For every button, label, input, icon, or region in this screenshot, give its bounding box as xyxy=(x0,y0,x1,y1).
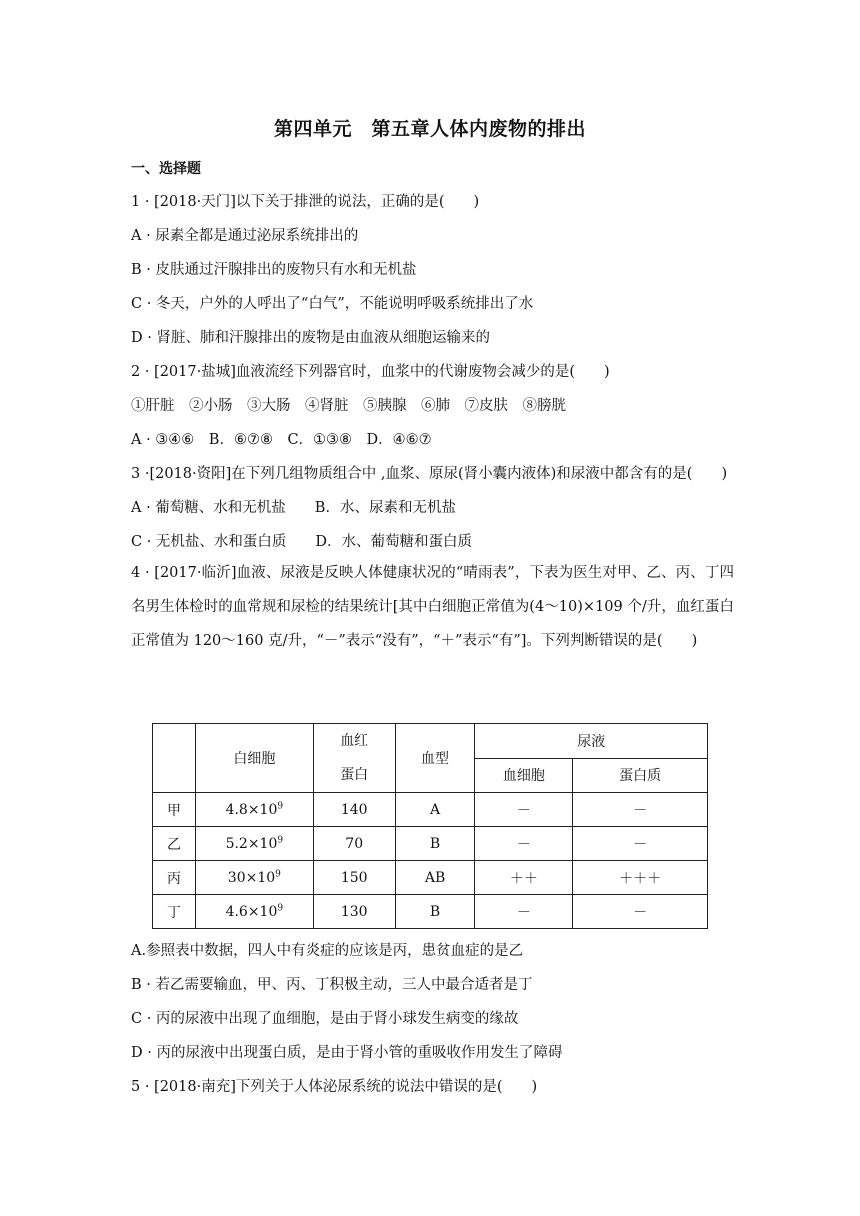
header-hemoglobin xyxy=(313,724,395,793)
exam-results-table xyxy=(152,723,708,929)
header-wbc: 白细胞 xyxy=(195,724,313,793)
question-1-option-c: C · 冬天，户外的人呼出了“白气”，不能说明呼吸系统排出了水 xyxy=(131,296,534,312)
section-heading: 一、选择题 xyxy=(131,161,201,177)
question-4-option-d: D · 丙的尿液中出现蛋白质，是由于肾小管的重吸收作用发生了障碍 xyxy=(131,1045,563,1061)
wbc-exponent: 9 xyxy=(277,800,284,811)
question-1-stem: 1 · [2018·天门]以下关于排泄的说法，正确的是( ) xyxy=(131,194,480,210)
wbc-exponent: 9 xyxy=(275,868,281,879)
question-4-stem: 4 · [2017·临沂]血液、尿液是反映人体健康状况的“晴雨表”，下表为医生对甲、乙、丙、丁四名男生体检时的血常规和尿检的结果统计[其中白细胞正常值为(4～10)×109 个/升，血红蛋白正常值为 120～160 克/升，“－”表示“没有”，“＋”表示“有”]。下列判断错误的是( ) xyxy=(131,565,734,649)
question-1-option-d: D · 肾脏、肺和汗腺排出的废物是由血液从细胞运输来的 xyxy=(131,330,490,346)
row-name: 甲 xyxy=(153,793,196,827)
question-3-options-cd: C · 无机盐、水和蛋白质 D．水、葡萄糖和蛋白质 xyxy=(131,534,473,550)
row-name: 丙 xyxy=(153,861,196,895)
row-wbc xyxy=(195,895,313,929)
table-row xyxy=(153,895,708,929)
header-hemoglobin-line2: 蛋白 xyxy=(340,767,369,783)
page-title: 第四单元 第五章人体内废物的排出 xyxy=(273,118,586,140)
header-blood-type: 血型 xyxy=(395,724,475,793)
header-urine-cells: 血细胞 xyxy=(475,758,573,793)
question-4-option-b: B · 若乙需要输血，甲、丙、丁积极主动，三人中最合适者是丁 xyxy=(131,977,533,993)
row-name: 乙 xyxy=(153,827,196,861)
row-urine-cells: － xyxy=(475,895,573,929)
table-row xyxy=(153,861,708,895)
row-hemoglobin: 130 xyxy=(313,895,395,929)
wbc-value: 30×10 xyxy=(227,869,276,886)
header-hemoglobin-line1: 血红 xyxy=(340,733,369,749)
header-blank-cell xyxy=(153,724,196,793)
row-blood-type: A xyxy=(395,793,475,827)
question-4-option-c: C · 丙的尿液中出现了血细胞，是由于肾小球发生病变的缘故 xyxy=(131,1011,519,1027)
row-urine-protein: － xyxy=(573,827,708,861)
row-urine-protein: ＋＋＋ xyxy=(573,861,708,895)
table-row xyxy=(153,793,708,827)
table-row xyxy=(153,827,708,861)
row-hemoglobin: 140 xyxy=(313,793,395,827)
question-1-option-b: B · 皮肤通过汗腺排出的废物只有水和无机盐 xyxy=(131,262,417,278)
question-2-items: ①肝脏 ②小肠 ③大肠 ④肾脏 ⑤胰腺 ⑥肺 ⑦皮肤 ⑧膀胱 xyxy=(131,398,566,414)
row-urine-protein: － xyxy=(573,793,708,827)
table-header-row xyxy=(153,724,708,759)
question-4-option-a: A.参照表中数据，四人中有炎症的应该是丙，患贫血症的是乙 xyxy=(131,943,524,959)
row-wbc xyxy=(195,861,313,895)
row-hemoglobin: 70 xyxy=(313,827,395,861)
row-urine-protein: － xyxy=(573,895,708,929)
row-name: 丁 xyxy=(153,895,196,929)
header-urine: 尿液 xyxy=(475,724,708,759)
row-urine-cells: ＋＋ xyxy=(475,861,573,895)
row-blood-type: B xyxy=(395,827,475,861)
row-wbc xyxy=(195,827,313,861)
row-blood-type: AB xyxy=(395,861,475,895)
row-blood-type: B xyxy=(395,895,475,929)
question-2-stem: 2 · [2017·盐城]血液流经下列器官时，血浆中的代谢废物会减少的是( ) xyxy=(131,364,610,380)
question-5-stem: 5 · [2018·南充]下列关于人体泌尿系统的说法中错误的是( ) xyxy=(131,1079,538,1095)
header-urine-protein: 蛋白质 xyxy=(573,758,708,793)
row-wbc xyxy=(195,793,313,827)
wbc-value: 5.2×10 xyxy=(225,835,278,852)
wbc-value: 4.6×10 xyxy=(225,903,278,920)
question-1-option-a: A · 尿素全都是通过泌尿系统排出的 xyxy=(131,228,359,244)
row-urine-cells: － xyxy=(475,827,573,861)
wbc-exponent: 9 xyxy=(277,834,284,845)
question-3-stem: 3 ·[2018·资阳]在下列几组物质组合中 ,血浆、原尿(肾小囊内液体)和尿液中都含有的是( ) xyxy=(131,466,728,482)
question-3-options-ab: A · 葡萄糖、水和无机盐 B．水、尿素和无机盐 xyxy=(131,500,456,516)
wbc-value: 4.8×10 xyxy=(225,801,278,818)
row-hemoglobin: 150 xyxy=(313,861,395,895)
wbc-exponent: 9 xyxy=(277,902,284,913)
question-2-options: A · ③④⑥ B．⑥⑦⑧ C．①③⑧ D．④⑥⑦ xyxy=(131,432,432,448)
row-urine-cells: － xyxy=(475,793,573,827)
